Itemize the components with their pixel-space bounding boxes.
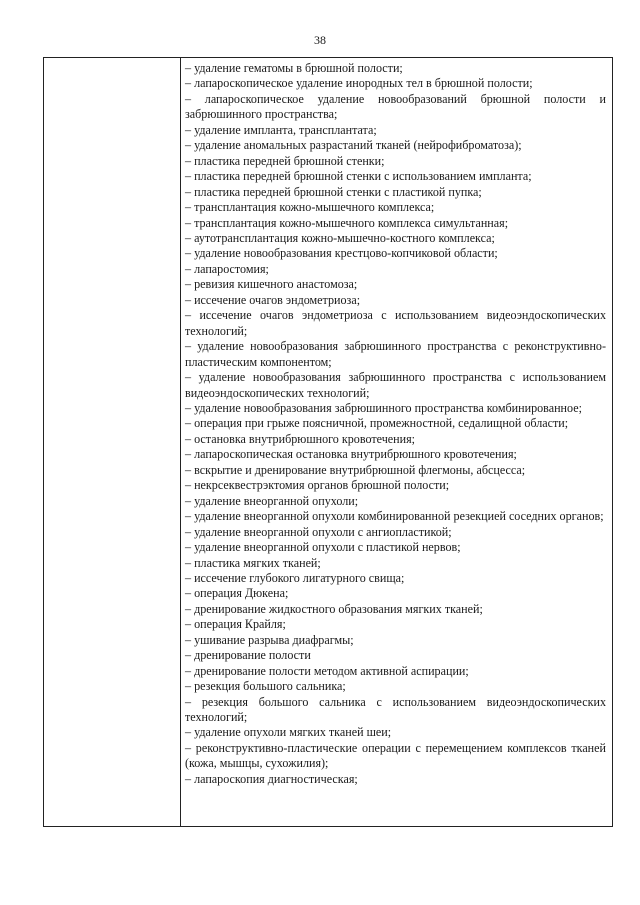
list-item: – иссечение глубокого лигатурного свища; bbox=[185, 570, 405, 585]
list-item: – лапаростомия; bbox=[185, 261, 269, 276]
list-item: – иссечение очагов эндометриоза с использованием видеоэндоскопических технологий; bbox=[185, 308, 606, 338]
list-item: – операция Крайля; bbox=[185, 617, 286, 632]
list-item: – резекция большого сальника с использованием видеоэндоскопических технологий; bbox=[185, 694, 606, 725]
list-item: – удаление внеорганной опухоли с ангиопластикой; bbox=[185, 524, 452, 539]
list-item: – удаление новообразования забрюшинного пространства комбинированное; bbox=[185, 400, 582, 415]
list-item: – некрсеквестрэктомия органов брюшной полости; bbox=[185, 478, 450, 493]
page-number: 38 bbox=[314, 33, 326, 47]
list-item: – удаление внеорганной опухоли комбинированной резекцией соседних органов; bbox=[185, 509, 604, 524]
list-item: – удаление внеорганной опухоли с пластикой нервов; bbox=[185, 540, 461, 555]
list-item: – удаление аномальных разрастаний тканей (нейрофиброматоза); bbox=[185, 138, 522, 153]
list-item: – резекция большого сальника; bbox=[185, 679, 346, 694]
list-item: – остановка внутрибрюшного кровотечения; bbox=[185, 431, 416, 446]
list-item: – ревизия кишечного анастомоза; bbox=[185, 277, 358, 292]
list-item: – лапароскопическая остановка внутрибрюшного кровотечения; bbox=[185, 447, 517, 462]
list-item: – ушивание разрыва диафрагмы; bbox=[185, 632, 354, 647]
list-item: – реконструктивно-пластические операции с перемещением комплексов тканей (кожа, мышцы, сухожилия); bbox=[185, 740, 606, 771]
list-item: – удаление импланта, трансплантата; bbox=[185, 122, 377, 137]
list-item: – трансплантация кожно-мышечного комплекса; bbox=[185, 200, 435, 215]
list-item: – лапароскопическое удаление инородных тел в брюшной полости; bbox=[185, 76, 533, 91]
list-item: – пластика мягких тканей; bbox=[185, 555, 321, 570]
list-item: – удаление новообразования забрюшинного пространства с реконструктивно-пластическим компонентом; bbox=[185, 339, 606, 369]
list-item: – аутотрансплантация кожно-мышечно-костного комплекса; bbox=[185, 230, 495, 245]
list-item: – пластика передней брюшной стенки с использованием импланта; bbox=[185, 169, 532, 184]
list-item: – лапароскопическое удаление новообразований брюшной полости и забрюшинного пространства; bbox=[185, 91, 606, 122]
procedures-table bbox=[43, 57, 613, 827]
list-item: – дренирование полости bbox=[185, 648, 311, 663]
list-item: – удаление новообразования забрюшинного пространства с использованием видеоэндоскопических технологий; bbox=[185, 370, 606, 400]
table-right-cell bbox=[185, 61, 606, 787]
list-item: – вскрытие и дренирование внутрибрюшной флегмоны, абсцесса; bbox=[185, 462, 526, 477]
list-item: – дренирование жидкостного образования мягких тканей; bbox=[185, 601, 483, 616]
list-item: – дренирование полости методом активной аспирации; bbox=[185, 663, 469, 678]
list-item: – иссечение очагов эндометриоза; bbox=[185, 292, 361, 307]
list-item: – удаление внеорганной опухоли; bbox=[185, 493, 359, 508]
list-item: – удаление новообразования крестцово-копчиковой области; bbox=[185, 246, 498, 261]
list-item: – удаление опухоли мягких тканей шеи; bbox=[185, 725, 392, 740]
list-item: – пластика передней брюшной стенки; bbox=[185, 153, 385, 168]
list-item: – лапароскопия диагностическая; bbox=[185, 771, 358, 786]
list-item: – трансплантация кожно-мышечного комплекса симультанная; bbox=[185, 215, 509, 230]
table-left-cell bbox=[44, 58, 181, 826]
list-item: – операция Дюкена; bbox=[185, 586, 289, 601]
list-item: – пластика передней брюшной стенки с пластикой пупка; bbox=[185, 184, 482, 199]
list-item: – операция при грыже поясничной, промежностной, седалищной области; bbox=[185, 416, 569, 431]
list-item: – удаление гематомы в брюшной полости; bbox=[185, 61, 403, 75]
